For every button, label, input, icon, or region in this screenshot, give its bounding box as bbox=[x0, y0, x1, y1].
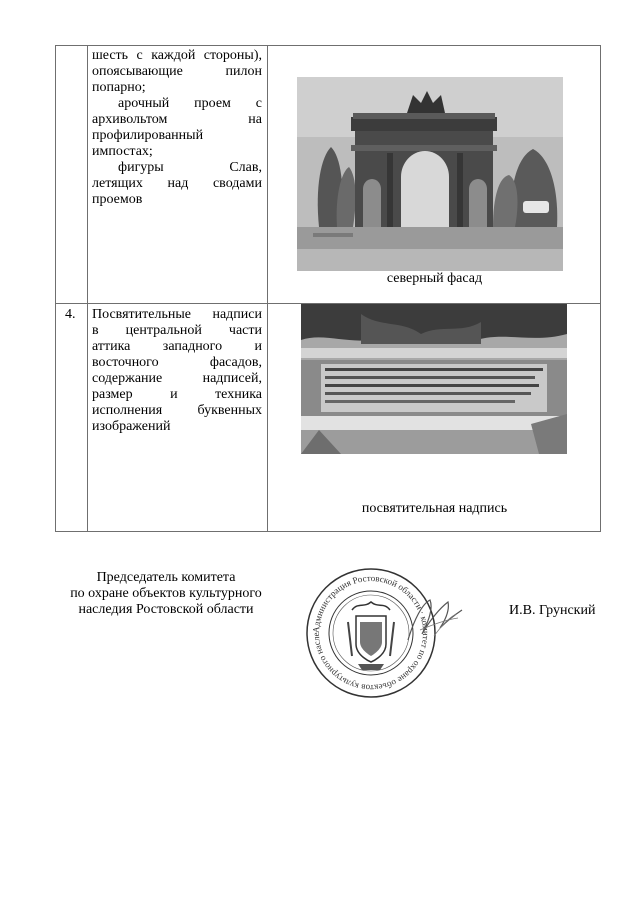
arch-north-facade-photo bbox=[297, 77, 563, 271]
description-line: исполнения буквенных bbox=[92, 403, 262, 418]
inscription-photo bbox=[301, 304, 567, 480]
inscription-photo-graphic bbox=[301, 304, 567, 480]
description-line: в центральной части bbox=[92, 323, 262, 338]
handwritten-signature bbox=[400, 590, 470, 650]
description-line: импостах; bbox=[92, 144, 153, 159]
arch-photo-graphic bbox=[297, 77, 563, 271]
signatory-title bbox=[50, 570, 282, 618]
column-divider-photo bbox=[267, 46, 268, 531]
description-line: летящих над сводами bbox=[92, 176, 262, 191]
description-line: размер и техника bbox=[92, 387, 262, 402]
photo-caption-north-facade: северный фасад bbox=[386, 271, 483, 286]
row-prev-description bbox=[92, 48, 262, 208]
description-line: шесть с каждой стороны), bbox=[92, 48, 262, 63]
signatory-title-line: наследия Ростовской области bbox=[78, 602, 254, 617]
description-line: проемов bbox=[92, 192, 143, 207]
description-line: арочный проем с bbox=[118, 96, 262, 111]
description-line: фигуры Слав, bbox=[118, 160, 262, 175]
description-line: Посвятительные надписи bbox=[92, 307, 262, 322]
description-line: опоясывающие пилон bbox=[92, 64, 262, 79]
seal-text: Администрация Ростовской области · комитет по охране объектов культурного насле bbox=[310, 572, 432, 694]
column-divider-number bbox=[87, 46, 88, 531]
description-line: аттика западного и bbox=[92, 339, 262, 354]
signatory-title-line: Председатель комитета bbox=[96, 570, 236, 585]
description-table bbox=[55, 45, 601, 532]
signatory-name: И.В. Грунский bbox=[509, 603, 596, 618]
row-4-description bbox=[92, 307, 262, 435]
description-line: профилированный bbox=[92, 128, 204, 143]
photo-caption-inscription: посвятительная надпись bbox=[361, 501, 508, 516]
row-number: 4. bbox=[65, 307, 76, 322]
description-line: архивольтом на bbox=[92, 112, 262, 127]
signatory-title-line: по охране объектов культурного bbox=[70, 586, 262, 601]
description-line: содержание надписей, bbox=[92, 371, 262, 386]
description-line: восточного фасадов, bbox=[92, 355, 262, 370]
description-line: изображений bbox=[92, 419, 171, 434]
description-line: попарно; bbox=[92, 80, 146, 95]
